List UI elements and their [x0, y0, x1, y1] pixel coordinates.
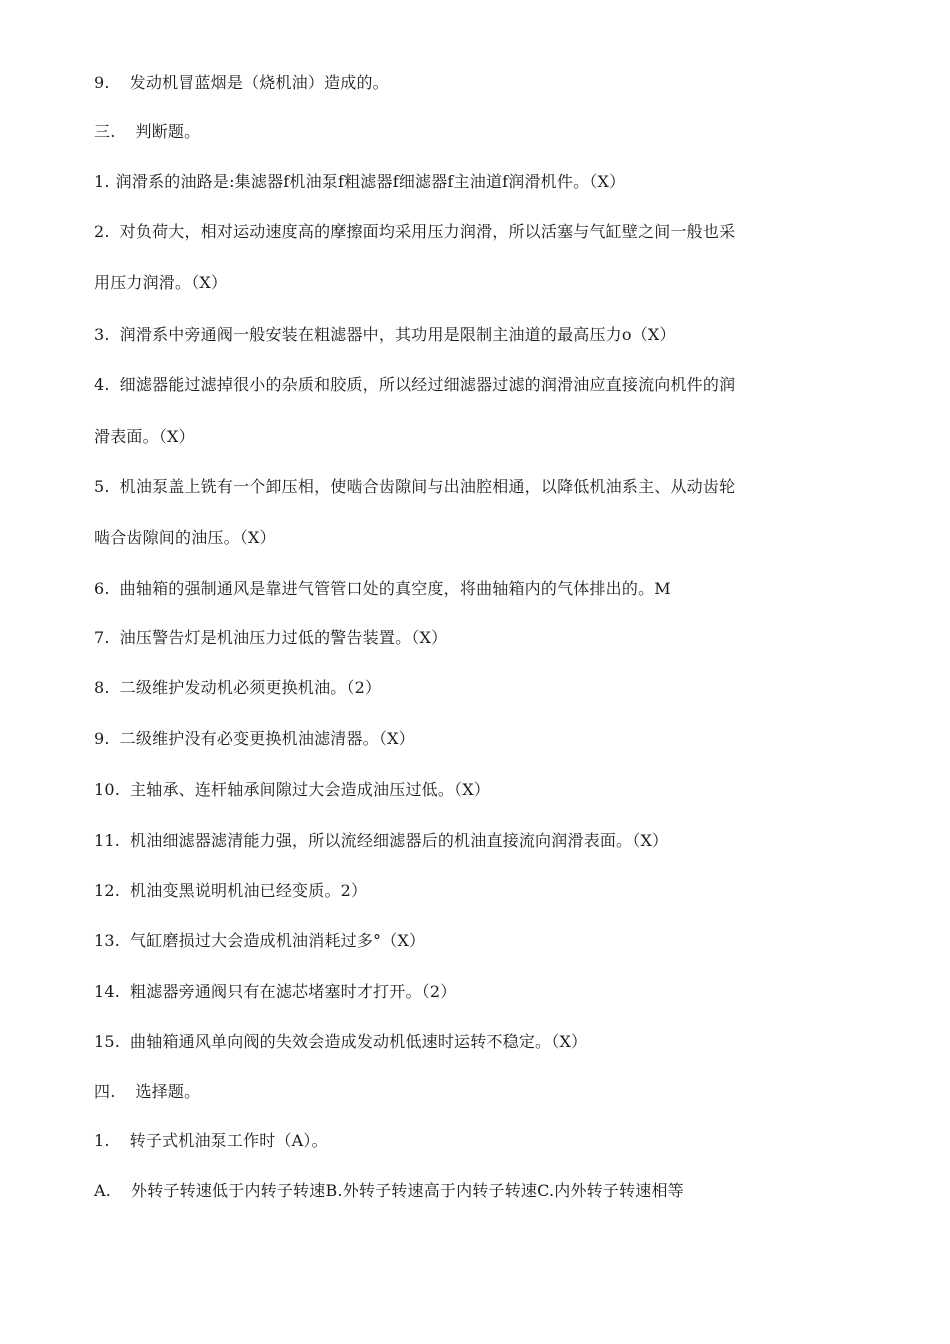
item-text: 机油细滤器滤清能力强，所以流经细滤器后的机油直接流向润滑表面。（X） [130, 831, 669, 850]
item-number: 4. [94, 375, 110, 394]
item-number: 12. [94, 881, 121, 900]
item-number: 9. [94, 729, 110, 748]
item-number: 2. [94, 222, 110, 241]
choice-options [94, 1181, 684, 1201]
section-title: 判断题。 [135, 122, 201, 141]
judgement-item-9 [94, 729, 415, 749]
item-text: 机油泵盖上铣有一个卸压相，使啮合齿隙间与出油腔相通，以降低机油系主、从动齿轮 [119, 477, 736, 496]
item-number: 10. [94, 780, 121, 799]
judgement-item-3 [94, 325, 676, 345]
judgement-item-12 [94, 881, 367, 901]
judgement-item-7 [94, 628, 447, 648]
judgement-item-2 [94, 222, 735, 242]
judgement-item-13 [94, 931, 425, 951]
item-number: 13. [94, 931, 121, 950]
item-number: 11. [94, 831, 121, 850]
section-number: 四. [94, 1082, 116, 1101]
item-text: 润滑系中旁通阀一般安装在粗滤器中，其功用是限制主油道的最高压力o（X） [119, 325, 676, 344]
item-text: 对负荷大，相对运动速度高的摩擦面均采用压力润滑，所以活塞与气缸壁之间一般也采 [119, 222, 736, 241]
item-number: 8. [94, 678, 110, 697]
judgement-item-5 [94, 477, 735, 497]
option-letter: A. [94, 1181, 112, 1200]
item-number: 14. [94, 982, 121, 1001]
item-text: 用压力润滑。（X） [94, 273, 228, 292]
item-text: 二级维护没有必变更换机油滤清器。（X） [119, 729, 415, 748]
judgement-item-4-continued [94, 427, 195, 447]
judgement-item-10 [94, 780, 490, 800]
answer-line-9 [94, 73, 389, 93]
judgement-item-2-continued [94, 273, 227, 293]
item-text: 转子式机油泵工作时（A）。 [129, 1131, 328, 1150]
judgement-item-6 [94, 579, 671, 599]
judgement-item-14 [94, 982, 456, 1002]
judgement-item-8 [94, 678, 381, 698]
item-number: 1. [94, 1131, 110, 1150]
item-text: 曲轴箱的强制通风是靠进气管管口处的真空度，将曲轴箱内的气体排出的。M [119, 579, 671, 598]
item-text: 粗滤器旁通阀只有在滤芯堵塞时才打开。（2） [130, 982, 457, 1001]
item-number: 7. [94, 628, 110, 647]
choice-item-1 [94, 1131, 328, 1151]
section-title: 选择题。 [135, 1082, 201, 1101]
section-heading-choice [94, 1082, 200, 1102]
item-text: 润滑系的油路是:集滤器f机油泵f粗滤器f细滤器f主油道f润滑机件。（X） [115, 172, 626, 191]
item-text: 曲轴箱通风单向阀的失效会造成发动机低速时运转不稳定。（X） [130, 1032, 588, 1051]
section-heading-judgement [94, 122, 200, 142]
item-text: 细滤器能过滤掉很小的杂质和胶质，所以经过细滤器过滤的润滑油应直接流向机件的润 [119, 375, 736, 394]
item-text: 滑表面。（X） [94, 427, 195, 446]
judgement-item-11 [94, 831, 668, 851]
item-text: 油压警告灯是机油压力过低的警告装置。（X） [119, 628, 448, 647]
item-text: 主轴承、连杆轴承间隙过大会造成油压过低。（X） [130, 780, 491, 799]
judgement-item-15 [94, 1032, 587, 1052]
item-number: 6. [94, 579, 110, 598]
option-text: 外转子转速低于内转子转速B.外转子转速高于内转子转速C.内外转子转速相等 [131, 1181, 684, 1200]
judgement-item-1 [94, 172, 625, 192]
item-number: 3. [94, 325, 110, 344]
section-number: 三. [94, 122, 116, 141]
item-number: 5. [94, 477, 110, 496]
judgement-item-5-continued [94, 528, 276, 548]
item-text: 发动机冒蓝烟是（烧机油）造成的。 [129, 73, 389, 92]
item-number: 15. [94, 1032, 121, 1051]
item-number: 1. [94, 172, 110, 191]
item-text: 二级维护发动机必须更换机油。（2） [119, 678, 382, 697]
item-text: 啮合齿隙间的油压。（X） [94, 528, 276, 547]
judgement-item-4 [94, 375, 735, 395]
item-text: 气缸磨损过大会造成机油消耗过多°（X） [130, 931, 426, 950]
item-number: 9. [94, 73, 110, 92]
item-text: 机油变黑说明机油已经变质。2） [130, 881, 368, 900]
